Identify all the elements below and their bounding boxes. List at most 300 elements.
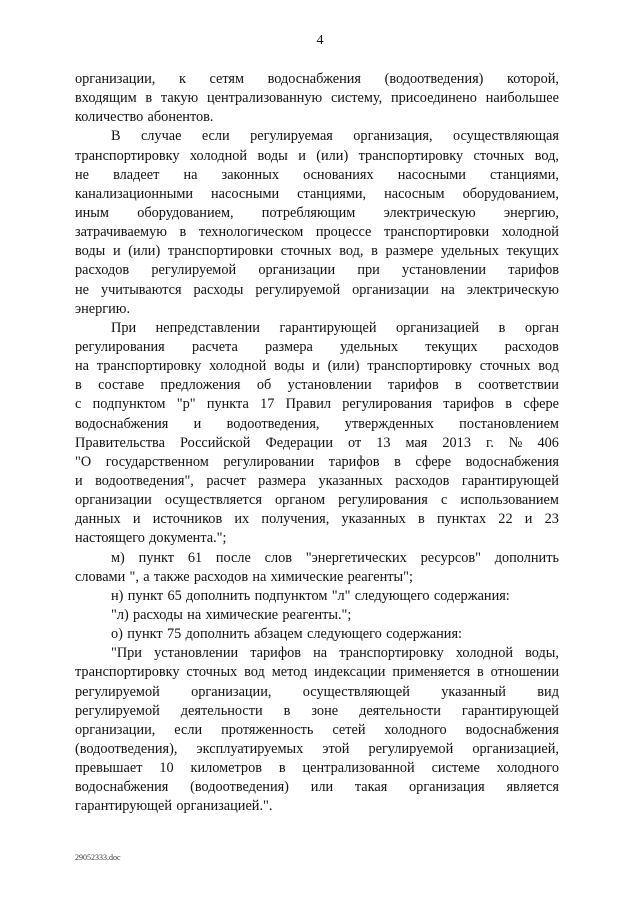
word: "р": [176, 396, 196, 413]
word: расходов: [193, 568, 249, 585]
text-line: [75, 529, 559, 548]
word: (или): [316, 147, 349, 164]
text-line: [75, 644, 559, 663]
word: установлении: [401, 262, 487, 279]
word: количество: [75, 109, 144, 126]
paragraph: [75, 587, 559, 606]
word: данных: [75, 511, 121, 528]
word: в: [371, 243, 378, 260]
word: наибольшее: [485, 90, 559, 107]
word: этой: [322, 740, 350, 757]
word: холодной: [189, 147, 248, 164]
word: составе: [98, 377, 145, 394]
word: тарифов: [250, 645, 301, 662]
word: осуществляющая: [452, 128, 559, 145]
word: воды: [75, 243, 106, 260]
word: систему,: [330, 90, 383, 107]
word: расходов: [504, 338, 559, 355]
word: соответствии: [478, 377, 559, 394]
word: транспортировку: [339, 645, 444, 662]
word: (водоотведения): [190, 779, 289, 796]
word: в: [179, 224, 187, 241]
word: энергию,: [503, 204, 559, 221]
word: такую: [160, 90, 199, 107]
text-line: [75, 319, 559, 338]
word: (или): [327, 358, 360, 375]
word: в: [278, 760, 286, 777]
word: указанный: [441, 683, 506, 700]
word: системе: [431, 760, 480, 777]
word: (водоотведения): [384, 71, 484, 87]
word: сточных: [479, 358, 531, 375]
word: 17: [260, 396, 275, 413]
word: в: [418, 511, 425, 528]
page-number: 4: [316, 33, 324, 48]
word: к: [178, 71, 186, 87]
word: организации,: [191, 683, 272, 700]
word: утвержденных: [344, 415, 434, 432]
word: химические: [270, 568, 344, 585]
word: сфере: [523, 396, 559, 413]
word: канализационными: [75, 185, 194, 202]
word: электрическую: [466, 281, 559, 298]
word: н): [111, 587, 124, 604]
word: №: [508, 434, 523, 451]
paragraph: [75, 319, 559, 549]
word: содержания:: [386, 626, 462, 643]
word: органом: [274, 492, 326, 509]
word: и: [193, 415, 202, 432]
word: применяется: [392, 664, 471, 681]
word: предложения: [160, 377, 241, 394]
word: водоснабжения: [465, 453, 559, 470]
word: 13: [376, 434, 391, 451]
word: сфере: [415, 453, 452, 470]
word: вид: [537, 683, 559, 700]
word: является: [506, 779, 559, 796]
word: на: [313, 645, 328, 662]
word: абзацем: [254, 626, 303, 643]
word: сетям: [209, 71, 245, 87]
text-line: [75, 453, 559, 472]
word: расчета: [191, 338, 238, 355]
paragraph: [75, 549, 559, 587]
word: холодного: [496, 760, 559, 777]
text-line: [75, 759, 559, 778]
word: организация: [409, 779, 485, 796]
word: станциями,: [490, 166, 559, 183]
word: абонентов.: [147, 109, 214, 126]
word: процессе: [315, 224, 372, 241]
word: пункт: [127, 626, 163, 643]
text-line: [75, 242, 559, 261]
word: гарантирующей: [461, 702, 559, 719]
word: содержания:: [433, 587, 510, 604]
word: на: [183, 166, 198, 183]
word: ",: [129, 568, 139, 585]
paragraph: [75, 70, 559, 127]
word: удельных: [441, 243, 499, 260]
text-line: [75, 721, 559, 740]
text-line: [75, 434, 559, 453]
word: получения,: [261, 511, 330, 528]
document-body: [75, 70, 559, 816]
word: метод: [271, 664, 308, 681]
word: технологическом: [198, 224, 304, 241]
word: 61: [187, 549, 203, 566]
word: такая: [354, 779, 388, 796]
word: централизованную: [206, 90, 323, 107]
word: и: [298, 147, 306, 164]
word: организацией.".: [176, 798, 273, 815]
word: 2013: [442, 434, 471, 451]
word: эксплуатируемых: [196, 740, 304, 757]
text-line: [75, 281, 559, 300]
word: мая: [405, 434, 428, 451]
word: станциями,: [297, 185, 367, 202]
word: организации: [75, 492, 152, 509]
word: законных: [221, 166, 279, 183]
word: электрическую: [383, 204, 476, 221]
word: в: [145, 90, 153, 107]
word: о): [111, 626, 123, 643]
word: (водоотведения),: [75, 740, 178, 757]
text-line: [75, 625, 559, 644]
word: м): [111, 549, 125, 566]
word: сетей: [332, 721, 366, 738]
word: регулирования: [338, 492, 428, 509]
word: Федерации: [265, 434, 333, 451]
word: на: [440, 281, 455, 298]
word: деятельности: [180, 702, 263, 719]
word: воды: [274, 358, 305, 375]
word: транспортировку: [367, 358, 472, 375]
text-line: [75, 70, 559, 89]
word: в: [455, 377, 462, 394]
word: тарифов: [328, 453, 380, 470]
word: сточных: [280, 243, 332, 260]
text-line: [75, 683, 559, 702]
word: настоящего: [75, 530, 145, 547]
footer-filename: 29052333.doc: [75, 853, 121, 862]
word: водоснабжения: [75, 779, 169, 796]
text-line: [75, 89, 559, 108]
word: слов: [264, 549, 293, 566]
word: водоснабжения: [75, 415, 169, 432]
word: пункта: [206, 396, 249, 413]
word: 10: [159, 760, 174, 777]
word: тарифов: [387, 377, 439, 394]
word: реагенты.";: [282, 606, 352, 623]
word: размере: [385, 243, 434, 260]
text-line: [75, 510, 559, 529]
word: 65: [167, 587, 182, 604]
text-line: [75, 185, 559, 204]
word: затрачиваемую: [75, 224, 167, 241]
word: следующего: [354, 587, 430, 604]
word: транспортировку: [358, 147, 464, 164]
word: водоснабжения: [465, 721, 559, 738]
word: регулирования: [75, 338, 165, 355]
word: 406: [537, 434, 559, 451]
word: расчет: [206, 472, 246, 489]
word: регулируемая: [250, 128, 333, 145]
word: вод: [244, 664, 265, 681]
word: транспортировку: [96, 358, 202, 375]
word: и: [312, 358, 320, 375]
word: транспортировку: [75, 664, 180, 681]
word: гарантирующей: [75, 798, 173, 815]
word: транспортировки: [383, 224, 490, 241]
word: расходов: [395, 472, 450, 489]
word: водоотведения,: [226, 415, 320, 432]
word: с: [75, 396, 82, 413]
word: деятельности: [359, 702, 441, 719]
word: В: [111, 128, 121, 145]
word: и: [112, 243, 121, 260]
word: на: [187, 606, 202, 623]
word: Правил: [285, 396, 332, 413]
word: дополнить: [186, 587, 251, 604]
word: "О: [75, 453, 92, 470]
word: пунктах: [436, 511, 487, 528]
word: сточных: [473, 147, 525, 164]
text-line: [75, 702, 559, 721]
word: в: [75, 377, 82, 394]
word: гарантирующей: [279, 319, 377, 336]
text-line: [75, 491, 559, 510]
word: документа.";: [149, 530, 227, 547]
word: организация,: [353, 128, 433, 145]
text-line: [75, 797, 559, 816]
word: холодной: [501, 224, 559, 241]
word: непредставлении: [155, 319, 260, 336]
word: и: [75, 472, 83, 489]
word: индексации: [314, 664, 386, 681]
word: подпунктом: [254, 587, 328, 604]
word: насосными: [211, 185, 280, 202]
word: регулируемой: [75, 683, 160, 700]
word: использованием: [460, 492, 559, 509]
word: (или): [128, 243, 161, 260]
word: их: [234, 511, 250, 528]
word: указанных: [318, 472, 383, 489]
word: расходы: [193, 281, 244, 298]
word: организации,: [75, 721, 156, 738]
word: централизованной: [302, 760, 415, 777]
word: учитываются: [100, 281, 182, 298]
word: "л": [331, 587, 351, 604]
word: не: [75, 166, 89, 183]
word: потребляющим: [261, 204, 356, 221]
word: дополнить: [494, 549, 559, 566]
text-line: [75, 147, 559, 166]
word: на: [252, 568, 267, 585]
word: "При: [111, 645, 142, 662]
word: холодной: [455, 645, 513, 662]
word: и: [524, 511, 533, 528]
word: входящим: [75, 90, 137, 107]
word: Правительства: [75, 434, 165, 451]
word: отношении: [490, 664, 559, 681]
word: государственном: [105, 453, 209, 470]
word: водоотведения",: [95, 472, 194, 489]
word: транспортировку: [75, 147, 180, 164]
word: с: [440, 492, 448, 509]
word: регулирования: [342, 396, 433, 413]
word: указанных: [341, 511, 406, 528]
word: а: [143, 568, 150, 585]
word: оборудованием,: [462, 185, 559, 202]
word: организацией: [395, 319, 480, 336]
word: пункт: [138, 549, 175, 566]
word: 23: [544, 511, 559, 528]
word: воды: [257, 147, 288, 164]
word: в: [283, 702, 291, 719]
word: осуществляется: [164, 492, 262, 509]
word: или: [310, 779, 334, 796]
word: зоне: [311, 702, 339, 719]
text-line: [75, 357, 559, 376]
text-line: [75, 663, 559, 682]
word: удельных: [340, 338, 399, 355]
word: протяженность: [221, 721, 314, 738]
word: насосным: [384, 185, 445, 202]
text-line: [75, 127, 559, 146]
word: километров: [190, 760, 262, 777]
word: об: [256, 377, 272, 394]
word: пункт: [127, 587, 164, 604]
word: расходы: [133, 606, 183, 623]
word: вод,: [534, 147, 559, 164]
text-line: [75, 376, 559, 395]
word: основаниях: [303, 166, 374, 183]
word: холодной: [209, 358, 267, 375]
word: в: [498, 319, 506, 336]
word: также: [153, 568, 190, 585]
word: химические: [205, 606, 279, 623]
word: тарифов: [443, 396, 495, 413]
text-line: [75, 204, 559, 223]
word: 22: [498, 511, 513, 528]
word: превышает: [75, 760, 143, 777]
word: организацией,: [472, 740, 559, 757]
paragraph: [75, 606, 559, 625]
text-line: [75, 300, 559, 319]
word: насосными: [397, 166, 466, 183]
word: регулируемой: [368, 740, 454, 757]
word: вод,: [339, 243, 364, 260]
word: следующего: [307, 626, 382, 643]
word: организации: [352, 281, 429, 298]
word: сточных: [186, 664, 238, 681]
text-line: [75, 415, 559, 434]
word: в: [505, 396, 513, 413]
word: осуществляющей: [302, 683, 410, 700]
word: 75: [166, 626, 182, 643]
word: в: [394, 453, 401, 470]
text-line: [75, 338, 559, 357]
word: присоединено: [390, 90, 477, 107]
word: текущих: [425, 338, 478, 355]
word: оборудованием,: [137, 204, 234, 221]
text-line: [75, 472, 559, 491]
word: словами: [75, 568, 126, 585]
text-line: [75, 568, 559, 587]
word: ресурсов": [420, 549, 481, 566]
text-line: [75, 261, 559, 280]
word: и: [132, 511, 141, 528]
word: постановлением: [459, 415, 559, 432]
word: водоснабжения: [267, 71, 361, 87]
word: регулируемой: [255, 281, 341, 298]
word: организации,: [75, 71, 156, 87]
text-line: [75, 740, 559, 759]
word: воды,: [525, 645, 559, 662]
text-line: [75, 606, 559, 625]
word: иным: [75, 204, 109, 221]
text-line: [75, 587, 559, 606]
word: тарифов: [508, 262, 559, 279]
text-line: [75, 223, 559, 242]
word: Российской: [179, 434, 251, 451]
word: гарантирующей: [461, 472, 559, 489]
word: которой,: [507, 71, 559, 87]
word: от: [347, 434, 362, 451]
word: энергию.: [75, 300, 131, 317]
word: владеет: [113, 166, 160, 183]
word: транспортировки: [167, 243, 274, 260]
word: регулировании: [223, 453, 315, 470]
word: "л): [111, 606, 129, 623]
text-line: [75, 395, 559, 414]
word: при: [357, 262, 380, 279]
word: источников: [152, 511, 223, 528]
word: не: [75, 281, 89, 298]
word: регулируемой: [151, 262, 237, 279]
word: подпунктом: [92, 396, 166, 413]
paragraph: [75, 625, 559, 644]
word: дополнить: [185, 626, 250, 643]
word: если: [174, 721, 203, 738]
paragraph: [75, 644, 559, 816]
word: размера: [265, 338, 313, 355]
text-line: [75, 549, 559, 568]
word: холодного: [384, 721, 447, 738]
word: расходов: [75, 262, 130, 279]
word: в: [476, 664, 484, 681]
word: организации: [258, 262, 336, 279]
word: на: [75, 358, 89, 375]
word: реагенты";: [347, 568, 413, 585]
word: текущих: [506, 243, 559, 260]
word: вод: [538, 358, 559, 375]
word: орган: [524, 319, 559, 336]
word: регулируемой: [75, 702, 160, 719]
word: после: [215, 549, 251, 566]
word: установлении: [287, 377, 372, 394]
word: "энергетических: [305, 549, 407, 566]
word: случае: [140, 128, 182, 145]
paragraph: [75, 127, 559, 318]
text-line: [75, 108, 559, 127]
word: г.: [485, 434, 494, 451]
word: размера: [258, 472, 306, 489]
word: если: [201, 128, 230, 145]
word: установлении: [154, 645, 239, 662]
word: При: [111, 319, 137, 336]
text-line: [75, 778, 559, 797]
